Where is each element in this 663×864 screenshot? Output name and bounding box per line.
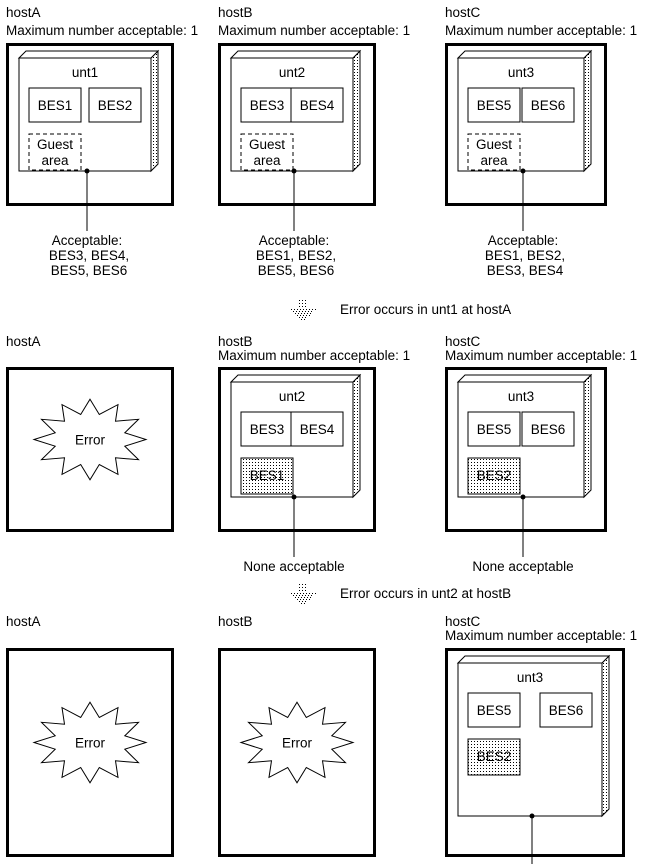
host-name: hostA — [6, 334, 41, 349]
bes-label: BES4 — [299, 98, 335, 113]
guest-bes-label: BES2 — [476, 468, 512, 483]
unit-side-shading — [584, 375, 591, 497]
unit-top-face — [231, 375, 360, 382]
host-panel-hostb — [218, 5, 410, 278]
bes-label: BES2 — [97, 98, 133, 113]
host-panel-hostb — [218, 334, 410, 574]
host-panel-hostb — [218, 614, 375, 864]
host-panel-hosta — [6, 5, 198, 278]
host-panel-hostc — [445, 614, 637, 864]
host-name: hostB — [218, 334, 253, 349]
bes-label: BES6 — [530, 98, 566, 113]
down-arrow-icon — [291, 300, 316, 320]
unit-side-shading — [353, 375, 360, 497]
host-name: hostC — [445, 614, 481, 629]
unit-top-face — [458, 656, 609, 663]
host-panel-hostc — [445, 334, 637, 574]
host-name: hostA — [6, 5, 41, 20]
guest-area-label: area — [480, 153, 508, 168]
host-name: hostB — [218, 5, 253, 20]
unit-top-face — [19, 51, 158, 58]
unit-side-shading — [353, 51, 360, 171]
unit-side-shading — [584, 51, 591, 171]
unit-top-face — [458, 375, 591, 382]
unit-label: unt1 — [71, 65, 99, 80]
host-name: hostC — [445, 5, 481, 20]
max-acceptable-label: Maximum number acceptable: 1 — [218, 348, 411, 363]
acceptable-heading: Acceptable: — [51, 233, 123, 248]
host-name: hostB — [218, 614, 253, 629]
bes-label: BES5 — [476, 422, 512, 437]
bes-label: BES3 — [249, 422, 285, 437]
max-acceptable-label: Maximum number acceptable: 1 — [445, 628, 638, 643]
transition-label: Error occurs in unt2 at hostB — [340, 586, 512, 601]
guest-area-label: area — [41, 153, 69, 168]
acceptable-list: BES3, BES4 — [486, 263, 564, 278]
unit-top-face — [231, 51, 360, 58]
host-panel-hosta — [6, 334, 173, 531]
bes-label: BES1 — [37, 98, 73, 113]
guest-bes-label: BES1 — [249, 468, 285, 483]
transition-label: Error occurs in unt1 at hostA — [340, 302, 512, 317]
unit-label: unt3 — [507, 389, 535, 404]
unit-label: unt2 — [278, 389, 306, 404]
max-acceptable-label: Maximum number acceptable: 1 — [6, 23, 199, 38]
error-label: Error — [75, 432, 105, 448]
guest-area-label: Guest — [248, 137, 286, 152]
unit-label: unt3 — [507, 65, 535, 80]
acceptable-heading: Acceptable: — [487, 233, 559, 248]
acceptable-list: BES5, BES6 — [257, 263, 335, 278]
acceptable-heading: None acceptable — [472, 559, 574, 574]
error-label: Error — [282, 735, 312, 751]
host-name: hostC — [445, 334, 481, 349]
host-panel-hosta — [6, 614, 173, 856]
guest-area-label: Guest — [36, 137, 74, 152]
host-name: hostA — [6, 614, 41, 629]
unit-top-face — [458, 51, 591, 58]
guest-area-label: area — [253, 153, 281, 168]
unit-side-shading — [151, 51, 158, 171]
unit-label: unt2 — [278, 65, 306, 80]
guest-area-label: Guest — [475, 137, 513, 152]
acceptable-list: BES3, BES4, — [48, 248, 130, 263]
error-label: Error — [75, 735, 105, 751]
host-panel-hostc — [445, 5, 637, 278]
acceptable-list: BES5, BES6 — [50, 263, 128, 278]
unit-label: unt3 — [516, 670, 544, 685]
bes-label: BES3 — [249, 98, 285, 113]
max-acceptable-label: Maximum number acceptable: 1 — [445, 23, 638, 38]
bes-label: BES6 — [530, 422, 566, 437]
bes-label: BES5 — [476, 703, 512, 718]
max-acceptable-label: Maximum number acceptable: 1 — [445, 348, 638, 363]
max-acceptable-label: Maximum number acceptable: 1 — [218, 23, 411, 38]
acceptable-list: BES1, BES2, — [255, 248, 337, 263]
guest-bes-label: BES2 — [476, 749, 512, 764]
bes-label: BES4 — [299, 422, 335, 437]
bes-label: BES5 — [476, 98, 512, 113]
acceptable-heading: None acceptable — [243, 559, 345, 574]
bes-label: BES6 — [548, 703, 584, 718]
acceptable-list: BES1, BES2, — [484, 248, 566, 263]
unit-side-shading — [602, 656, 609, 816]
down-arrow-icon — [291, 584, 316, 604]
acceptable-heading: Acceptable: — [258, 233, 330, 248]
